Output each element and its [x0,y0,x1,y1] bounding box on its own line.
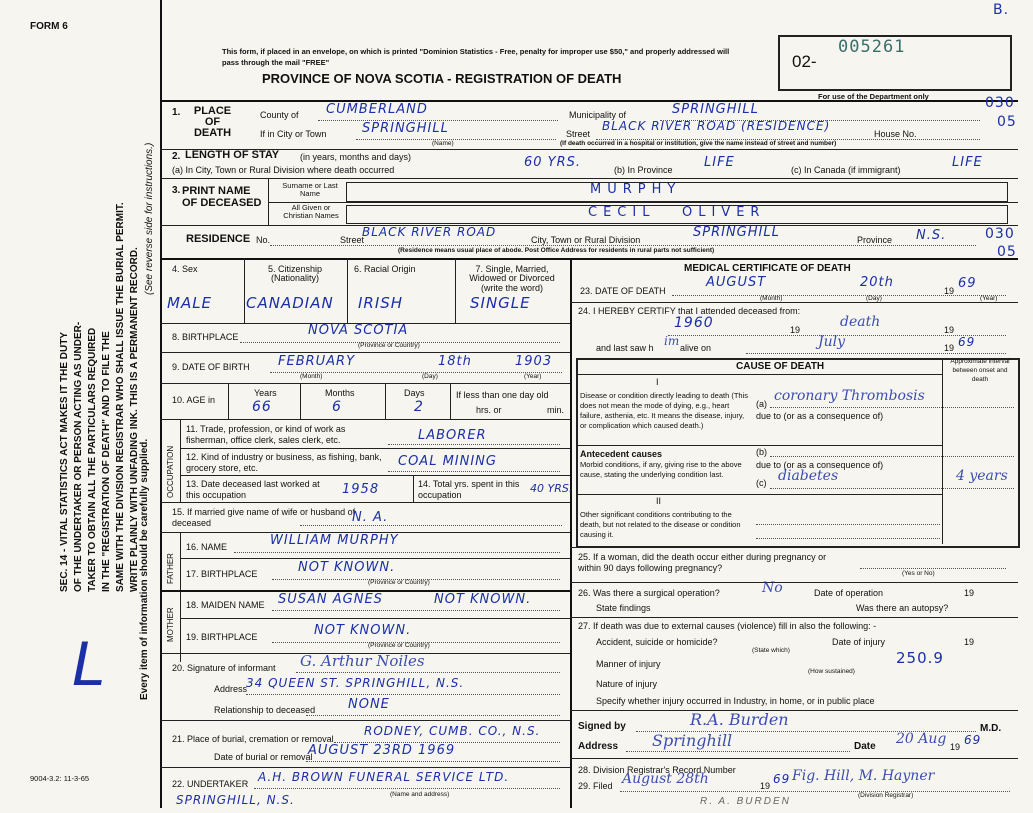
stay-a-value: 60 YRS. [524,155,582,170]
filed-value: August 28th [622,771,709,787]
racial-value: IRISH [358,294,404,312]
form-number: FORM 6 [30,21,68,32]
spouse-label: 15. If married give name of wife or husband of deceased [172,507,356,528]
address-label: Address [578,741,619,752]
rule [180,532,181,662]
filed-year: 69 [773,772,791,786]
cause-b-line [770,456,1014,457]
father-name-line [234,552,560,553]
city-value: SPRINGHILL [362,121,449,136]
stay-b-label: (b) In Province [614,165,673,175]
citizenship-value: CANADIAN [246,294,334,312]
house-label: House No. [874,129,917,139]
part-1-label: I [656,377,659,387]
last-saw-19: 19 [944,343,955,353]
birthplace-caption: (Province or Country) [358,342,420,349]
undertaker-label: 22. UNDERTAKER [172,779,249,789]
last-saw-year: 69 [958,335,976,349]
under-day-label: If less than one day old [456,390,549,400]
mother-maiden-label: 18. MAIDEN NAME [186,600,265,610]
attended-to: death [840,314,881,330]
autopsy-label: Was there an autopsy? [856,603,949,613]
rule [160,502,570,503]
birthplace-value: NOVA SCOTIA [308,323,409,338]
burial-place-value: RODNEY, CUMB. CO., N.S. [364,724,541,738]
undertaker-town: SPRINGHILL, N.S. [176,793,295,807]
medical-title: MEDICAL CERTIFICATE OF DEATH [684,263,851,274]
rule [228,383,229,419]
cause-c-interval: 4 years [956,468,1008,484]
dob-year: 1903 [515,354,553,369]
given-value-2: OLIVER [682,205,766,220]
dod-label: 23. DATE OF DEATH [580,286,666,296]
cause-c-line [770,488,1014,489]
attended-to-19: 19 [944,325,955,335]
residence-note: (Residence means usual place of abode. Post Office Address for residents in rural parts not sufficient) [398,247,715,254]
sex-value: MALE [167,294,213,312]
citizenship-label: 5. Citizenship (Nationality) [267,264,323,284]
trade-label: 11. Trade, profession, or kind of work as fisherman, office clerk, sales clerk, etc. [186,424,346,445]
dept-code-1: 030 [985,95,1015,111]
rule [160,767,570,768]
registrar-caption: (Division Registrar) [858,792,914,799]
age-days-value: 2 [414,399,424,415]
findings-label: State findings [596,603,651,613]
side-instructions: SEC. 14 - VITAL STATISTICS ACT MAKES IT THE DUTY OF THE UNDERTAKER OR PERSON ACTING AS UNDER- TAKER TO OBTAIN ALL THE PARTICULARS REQUIRED IN THE "REGISTRATION OF DEATH" AND TO FILE THE SAME WITH THE DIVISION REGISTRAR WHO SHALL ISSUE THE BURIAL PERMIT. WRITE PLAINLY WITH UNFADING INK. THIS IS A PERMANENT RECORD. [59,202,140,592]
father-birthplace-caption: (Province or Country) [368,579,430,586]
antecedent-desc: Morbid conditions, if any, giving rise to the above cause, stating the underlying condition last. [580,460,742,479]
given-label: All Given or Christian Names [283,203,339,220]
how-sustained-caption: (How sustained) [808,668,855,675]
age-label: 10. AGE in [172,395,216,405]
part-2-label: II [656,496,662,506]
residence-no-label: No. [256,235,271,245]
antecedent-label: Antecedent causes [580,449,663,459]
residence-city-value: SPRINGHILL [693,225,780,240]
father-birthplace-value: NOT KNOWN. [298,560,396,575]
last-saw-label: and last saw h [596,343,654,353]
place-label: PLACE OF DEATH [193,105,232,139]
industry-place-label: Specify whether injury occurred in Industry, in home, or in public place [596,696,875,706]
date-year: 69 [964,733,982,747]
reg-number: 005261 [838,37,906,57]
op-date-label: Date of operation [814,588,884,598]
filed-19: 19 [760,781,771,791]
informant-address-line [246,694,560,695]
rule [268,202,1018,203]
rule [450,383,451,419]
undertaker-line [254,788,560,789]
other-conditions-label: Other significant conditions contributing to the death, but not related to the disease or condition causing it. [580,510,741,539]
birthplace-label: 8. BIRTHPLACE [172,332,239,342]
mother-maiden-line [272,610,560,611]
burial-date-value: AUGUST 23RD 1969 [308,743,456,758]
dod-day: 20th [860,275,894,290]
given-value-1: CECIL [588,205,656,220]
registrar-stamp: R. A. BURDEN [700,796,791,807]
every-item-note: Every item of information should be carefully supplied. [139,438,150,700]
informant-sig-label: 20. Signature of informant [172,663,276,673]
injury-date-19: 19 [964,637,975,647]
residence-street-label: Street [340,235,365,245]
mother-birthplace-label: 19. BIRTHPLACE [186,632,258,642]
years-spent-value: 40 YRS. [530,482,573,495]
mail-notice: This form, if placed in an envelope, on which is printed "Dominion Statistics - Free, penalty for improper use $50," and properly addressed will pass through the mail "FREE" [222,47,730,67]
form-left-border [160,0,162,808]
rule [160,178,1018,179]
pregnancy-line [860,568,1006,569]
address-value: Springhill [652,731,733,750]
last-worked-label: 13. Date deceased last worked at this occupation [186,479,320,500]
undertaker-caption: (Name and address) [390,791,450,798]
dod-month: AUGUST [706,275,767,290]
date-value: 20 Aug [896,731,947,747]
signed-value: R.A. Burden [690,710,789,729]
burial-place-label: 21. Place of burial, cremation or removal [172,734,334,744]
rule [244,258,245,323]
surname-value: MURPHY [590,182,682,197]
father-name-label: 16. NAME [186,542,228,552]
residence-code-2: 05 [997,244,1017,260]
mother-maiden-value-2: NOT KNOWN. [434,592,532,607]
informant-address-label: Address [214,684,248,694]
filed-line [620,791,1010,792]
cause-b-label: (b) [756,447,767,457]
injury-date-label: Date of injury [832,637,886,647]
city-label: If in City or Town [260,129,327,139]
hospital-note: (If death occurred in a hospital or institution, give the name instead of street and number) [560,140,837,147]
registration-number-box [778,35,1012,91]
dod-month-caption: (Month) [760,295,783,302]
residence-province-value: N.S. [916,228,947,243]
certify-label: 24. I HEREBY CERTIFY that I attended deceased from: [578,306,801,316]
column-divider [570,258,572,808]
rule [160,383,570,384]
given-boxes [346,205,1008,224]
last-saw-mid: alive on [680,343,712,353]
other-line-2 [756,538,940,539]
record-number-label: 28. Division Registrar's Record Number [578,765,736,775]
stay-label: LENGTH OF STAY [185,149,280,161]
age-months-label: Months [325,388,355,398]
father-birthplace-label: 17. BIRTHPLACE [186,569,258,579]
mother-side-label: MOTHER [166,607,175,642]
municipality-value: SPRINGHILL [672,102,759,117]
industry-line [388,471,560,472]
footer-code: 9004-3.2: 11-3-65 [30,774,90,783]
form-title: PROVINCE OF NOVA SCOTIA - REGISTRATION OF DEATH [262,71,622,86]
cause-c-label: (c) [756,478,767,488]
last-saw-line [746,353,1006,354]
sex-label: 4. Sex [172,264,198,274]
trade-value: LABORER [418,428,487,443]
rule [160,225,1018,226]
cause-a-line [770,407,1014,408]
racial-label: 6. Racial Origin [354,264,416,274]
min-label: min. [547,405,565,415]
trade-line [388,444,560,445]
industry-value: COAL MINING [398,454,497,469]
street-value: BLACK RIVER ROAD (RESIDENCE) [602,119,831,133]
rule [570,758,1018,759]
rule [160,419,570,420]
informant-signature: G. Arthur Noiles [300,652,425,670]
city-line [356,139,556,140]
manner-code: 250.9 [896,649,944,667]
other-line-1 [756,524,940,525]
industry-label: 12. Kind of industry or business, as fishing, bank, grocery store, etc. [186,452,382,473]
relationship-line [306,715,560,716]
stay-c-value: LIFE [952,155,983,170]
residence-label: RESIDENCE [186,233,251,245]
residence-city-label: City, Town or Rural Division [531,235,641,245]
dod-day-caption: (Day) [866,295,882,302]
registrar-signature: Fig. Hill, M. Hayner [792,768,935,784]
rule [180,448,570,449]
street-label: Street [566,129,591,139]
rule [570,547,1018,548]
rule [347,258,348,323]
occupation-side-label: OCCUPATION [166,445,175,498]
dob-month: FEBRUARY [278,354,356,369]
rule [578,445,942,446]
mother-birthplace-caption: (Province or Country) [368,642,430,649]
reverse-note: (See reverse side for instructions.) [144,142,155,295]
residence-line [270,245,976,246]
rule [578,374,942,375]
rule [385,383,386,419]
surgery-value: No [762,580,783,596]
rule [180,618,570,619]
stay-b-value: LIFE [704,155,735,170]
rule [570,302,1018,303]
municipality-label: Municipality of [569,110,627,120]
md-label: M.D. [980,723,1002,734]
dod-line [672,295,1006,296]
due-to-2: due to (or as a consequence of) [756,460,884,470]
address-line [626,751,850,752]
dept-use-label: For use of the Department only [818,92,929,101]
cause-a-value: coronary Thrombosis [774,388,925,404]
county-value: CUMBERLAND [326,102,428,117]
corner-mark: B. [993,2,1010,18]
spouse-line [300,525,562,526]
state-which-caption: (State which) [752,647,790,654]
due-to-1: due to (or as a consequence of) [756,411,884,421]
dob-label: 9. DATE OF BIRTH [172,362,250,372]
date-label: Date [854,741,876,752]
hrs-label: hrs. or [476,405,502,415]
relationship-label: Relationship to deceased [214,705,316,715]
surgery-label: 26. Was there a surgical operation? [578,588,720,598]
name-num: 3. [172,185,181,196]
interval-note: Approximate interval between onset and death [950,358,1010,383]
date-19: 19 [950,742,961,752]
dob-year-caption: (Year) [524,373,542,380]
stay-a-label: (a) In City, Town or Rural Division where death occurred [172,165,395,175]
cause-a-label: (a) [756,399,767,409]
rule [160,258,1018,260]
age-months-value: 6 [332,399,342,415]
age-years-label: Years [254,388,277,398]
rule [160,352,570,353]
rule [160,720,570,721]
rule [570,710,1018,711]
dod-year-prefix: 19 [944,286,955,296]
mother-birthplace-value: NOT KNOWN. [314,623,412,638]
rule [180,419,181,502]
rule [180,475,570,476]
rule [180,558,570,559]
burial-date-line [306,761,560,762]
external-causes-label: 27. If death was due to external causes (violence) fill in also the following: - [578,621,877,631]
residence-code-1: 030 [985,226,1015,242]
dob-month-caption: (Month) [300,373,323,380]
age-years-value: 66 [252,399,272,415]
rule [570,582,1018,583]
county-label: County of [260,110,299,120]
rule [455,258,456,323]
signed-label: Signed by [578,721,626,732]
residence-street-value: BLACK RIVER ROAD [362,225,497,239]
cause-c-value: diabetes [778,468,839,484]
manner-label: Manner of injury [596,659,661,669]
dept-code-2: 05 [997,114,1017,130]
dod-year-caption: (Year) [980,295,998,302]
relationship-value: NONE [348,697,390,712]
stay-c-label: (c) In Canada (if immigrant) [791,165,901,175]
years-spent-label: 14. Total yrs. spent in this occupation [418,479,520,500]
dod-year: 69 [958,276,977,291]
accident-label: Accident, suicide or homicide? [596,637,718,647]
margin-initial: L [72,630,107,700]
place-num: 1. [172,107,181,118]
father-side-label: FATHER [166,553,175,584]
yes-no-caption: (Yes or No) [902,570,935,577]
dob-day: 18th [438,354,472,369]
surname-label: Surname or Last Name [282,181,338,198]
informant-address-value: 34 QUEEN ST. SPRINGHILL, N.S. [246,676,465,690]
marital-value: SINGLE [470,294,531,312]
rule [942,358,943,544]
reg-prefix: 02- [792,52,817,71]
mother-maiden-value: SUSAN AGNES [278,592,383,607]
last-worked-value: 1958 [342,482,380,497]
marital-label: 7. Single, Married, Widowed or Divorced (write the word) [469,264,555,293]
stay-num: 2. [172,151,181,162]
burial-date-label: Date of burial or removal [214,752,313,762]
attended-from: 1960 [674,315,714,331]
last-saw-value: July [818,334,846,350]
name-label: PRINT NAME OF DECEASED [182,185,262,209]
spouse-value: N. A. [352,510,389,525]
father-name-value: WILLIAM MURPHY [270,533,399,548]
immediate-label: Disease or condition directly leading to death (This does not mean the mode of dying, e.g., heart failure, asthenia, etc. It means the disease, injury, or complication which caused death.) [580,391,749,430]
dob-day-caption: (Day) [422,373,438,380]
undertaker-name: A.H. BROWN FUNERAL SERVICE LTD. [258,770,510,784]
nature-label: Nature of injury [596,679,658,689]
rule [570,617,1018,618]
informant-sig-line [296,672,560,673]
rule [578,494,942,495]
stay-units: (in years, months and days) [300,152,412,162]
residence-province-label: Province [857,235,893,245]
last-saw-him-mark: im [664,334,680,348]
rule [160,149,1018,150]
filed-label: 29. Filed [578,781,613,791]
cause-title: CAUSE OF DEATH [736,361,825,372]
pregnancy-label: 25. If a woman, did the death occur either during pregnancy or within 90 days following pregnancy? [578,552,827,573]
op-date-19: 19 [964,588,975,598]
rule [300,383,301,419]
rule [413,475,414,502]
age-days-label: Days [404,388,425,398]
name-caption: (Name) [432,140,454,147]
attended-from-19: 19 [790,325,801,335]
